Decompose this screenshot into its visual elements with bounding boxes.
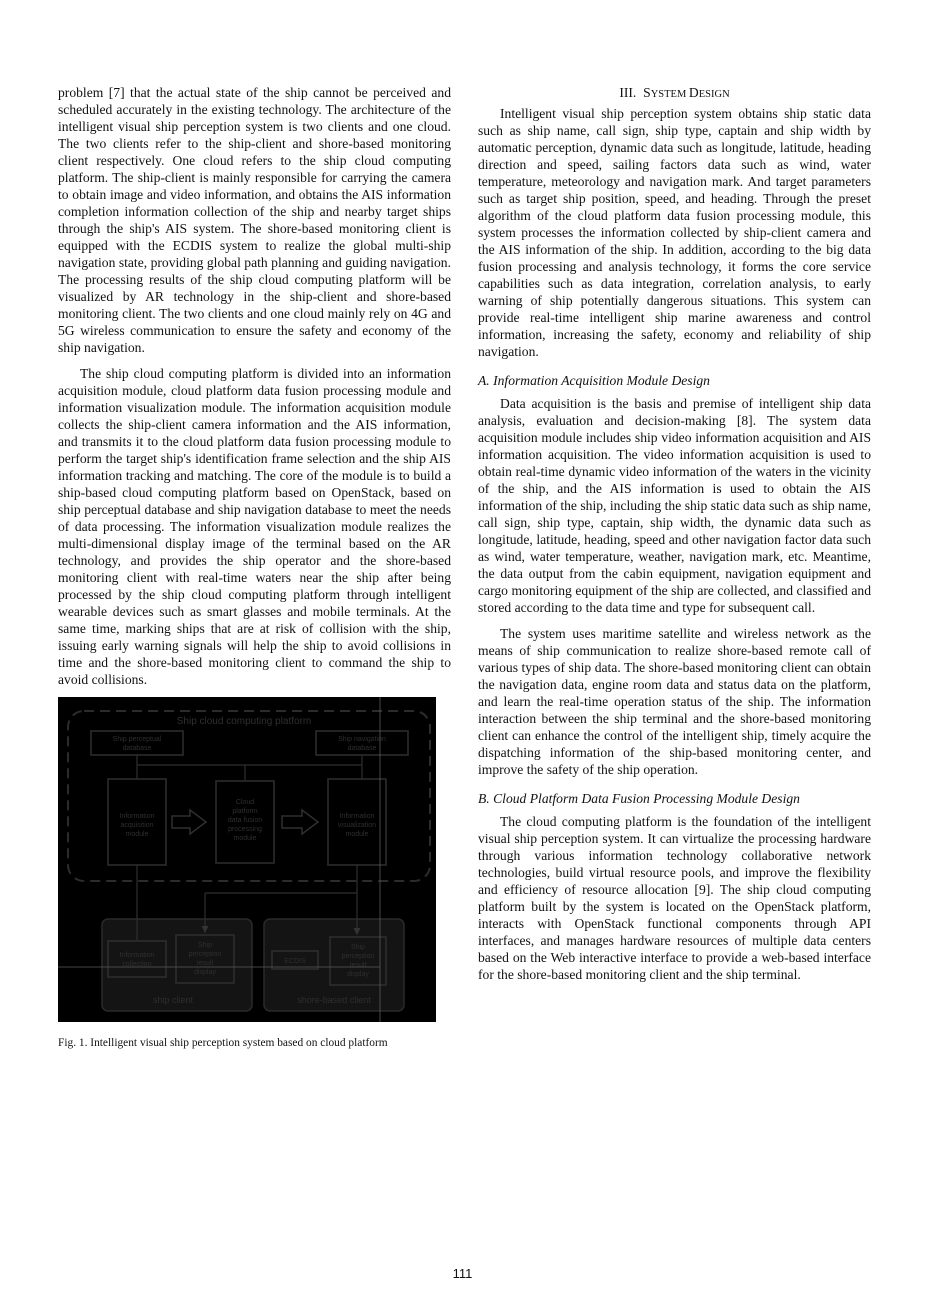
subsection-heading-b: B. Cloud Platform Data Fusion Processing Module Design [478,791,800,806]
svg-text:database: database [122,745,152,752]
svg-text:perception: perception [188,951,222,958]
figure-caption: Fig. 1. Intelligent visual ship perception system based on cloud platform [58,1037,388,1049]
svg-text:Ship perceptual: Ship perceptual [112,736,162,743]
body-paragraph: problem [7] that the actual state of the ship cannot be perceived and scheduled accurately in the existing technology. The architecture of the intelligent visual ship perception system is two clients and one cloud. The two clients refer to the ship-client and shore-based monitoring client respectively. One cloud refers to the ship cloud computing platform. The ship-client is mainly responsible for carrying the camera to obtain image and video information, and obtains the AIS information completion information collection of the ship and nearby target ships through the ship's AIS system. The shore-based monitoring client is equipped with the ECDIS system to realize the global multi-ship navigation state, providing global path planning and guiding navigation. The processing results of the ship cloud computing platform will be visualized by AR technology in the ship-client and shore-based monitoring client. The two clients and one cloud mainly rely on 4G and 5G wireless communication to ensure the safety and economy of the ship navigation. [58,85,451,355]
svg-text:display: display [194,969,216,976]
svg-text:result: result [196,960,214,967]
system-architecture-figure [58,697,436,1022]
subsection-heading-a: A. Information Acquisition Module Design [478,373,710,388]
svg-text:visualization: visualization [337,822,377,829]
body-paragraph: The ship cloud computing platform is divided into an information acquisition module, cloud platform data fusion processing module and information visualization module. The information acquisition module collects the ship-client camera information and the AIS information, and transmits it to the cloud platform data fusion processing module to perform the target ship's identification frame selection and the ship AIS information tracking and matching. The core of the module is to build a ship-based cloud computing platform based on OpenStack, based on ship perceptual database and ship navigation database to meet the needs of data processing. The information visualization module realizes the multi-dimensional display image of the terminal based on the AR technology, and provides the ship operator and the shore-based monitoring client with real-time waters near the ship after being processed by the ship cloud computing platform through intelligent wearable devices such as smart glasses and mobile terminals. At the same time, marking ships that are at risk of collision with the ship, issuing early warning signals will help the ship to avoid collisions in time and the shore-based monitoring client to command the ship to avoid collisions. [58,366,451,687]
svg-text:collection: collection [122,961,152,968]
platform-title: Ship cloud computing platform [176,716,312,727]
svg-text:data fusion: data fusion [227,817,263,824]
svg-text:ECDIS: ECDIS [284,958,306,965]
svg-text:acquisition: acquisition [120,822,154,829]
right-column [478,84,871,992]
svg-text:module: module [125,831,149,838]
body-paragraph: The cloud computing platform is the foundation of the intelligent visual ship perception system. It can virtualize the processing hardware through various information technology collaborative network technologies, build virtual resource pools, and improve the flexibility and efficiency of resource allocation [9]. The ship cloud computing platform built by the system is located on the OpenStack platform, interacts with OpenStack functional components through API interfaces, and manages hardware resources of multiple data centers based on the Web interactive interface to provide a web-based interface for the shore-based monitoring client and the ship terminal. [478,814,871,982]
flow-arrow [282,810,318,834]
svg-text:module: module [345,831,369,838]
section-heading: III. SYSTEM DESIGN [619,85,730,100]
svg-text:display: display [347,971,369,978]
svg-text:Information: Information [119,813,155,820]
flow-arrow [172,810,206,834]
svg-text:processing: processing [228,826,262,833]
ship-client-label: ship client [152,995,194,1005]
svg-text:Information: Information [339,813,375,820]
svg-text:Information: Information [119,952,155,959]
svg-text:Ship navigation: Ship navigation [338,736,386,743]
body-paragraph: Data acquisition is the basis and premise of intelligent ship data analysis, evaluation and decision-making [8]. The system data acquisition module includes ship video information acquisition and AIS information acquisition. The video information acquisition is used to obtain real-time dynamic video information of the waters in the vicinity of the ship, and the AIS information is used to obtain the AIS information of the ship, including the ship static data such as ship name, call sign, ship type, captain, ship width, the dynamic data such as longitude, latitude, heading, speed and other navigation factor data such as wind, water temperature, weather, navigation mark, etc. Meantime, the data output from the cabin equipment, navigation equipment and cargo monitoring equipment of the ship are collected, and classified and stored according to the data time and type for subsequent call. [478,396,871,615]
shore-client-label: shore-based client [297,995,371,1005]
body-paragraph: Intelligent visual ship perception system obtains ship static data such as ship name, call sign, ship type, captain and ship width by automatic perception, dynamic data such as longitude, latitude, heading direction and speed, sailing factors data such as wind, water temperature, meteorology and navigation mark. And target parameters such as target ship position, speed, and heading. Through the preset algorithm of the cloud platform data fusion processing module, this system processes the information collected by ship-client camera and the AIS information of the ship. In addition, according to the big data fusion processing and analysis technology, it forms the core service capabilities such as data integration, correlation analysis, to early warning of ship potentially dangerous situations. This system can provide real-time intelligent ship marine awareness and control information, increasing the safety, economy and reliability of ship navigation. [478,106,871,359]
svg-text:Cloud: Cloud [235,799,255,806]
svg-text:platform: platform [232,808,258,815]
svg-text:module: module [233,835,257,842]
svg-text:result: result [349,962,367,969]
svg-text:database: database [347,745,377,752]
page-number: 111 [452,1266,473,1281]
svg-text:Ship: Ship [350,944,366,951]
left-column [58,84,451,1050]
svg-text:perception: perception [341,953,375,960]
svg-text:Ship: Ship [197,942,213,949]
body-paragraph: The system uses maritime satellite and wireless network as the means of ship communication to realize shore-based remote call of various types of ship data. The shore-based monitoring client can obtain the navigation data, engine room data and status data on the platform, and learn the real-time operation status of the ship. The information interaction between the ship terminal and the shore-based monitoring client can enhance the control of the intelligent ship, timely acquire the dispatching information of the ship-based monitoring center, and improve the safety of the ship operation. [478,626,871,777]
